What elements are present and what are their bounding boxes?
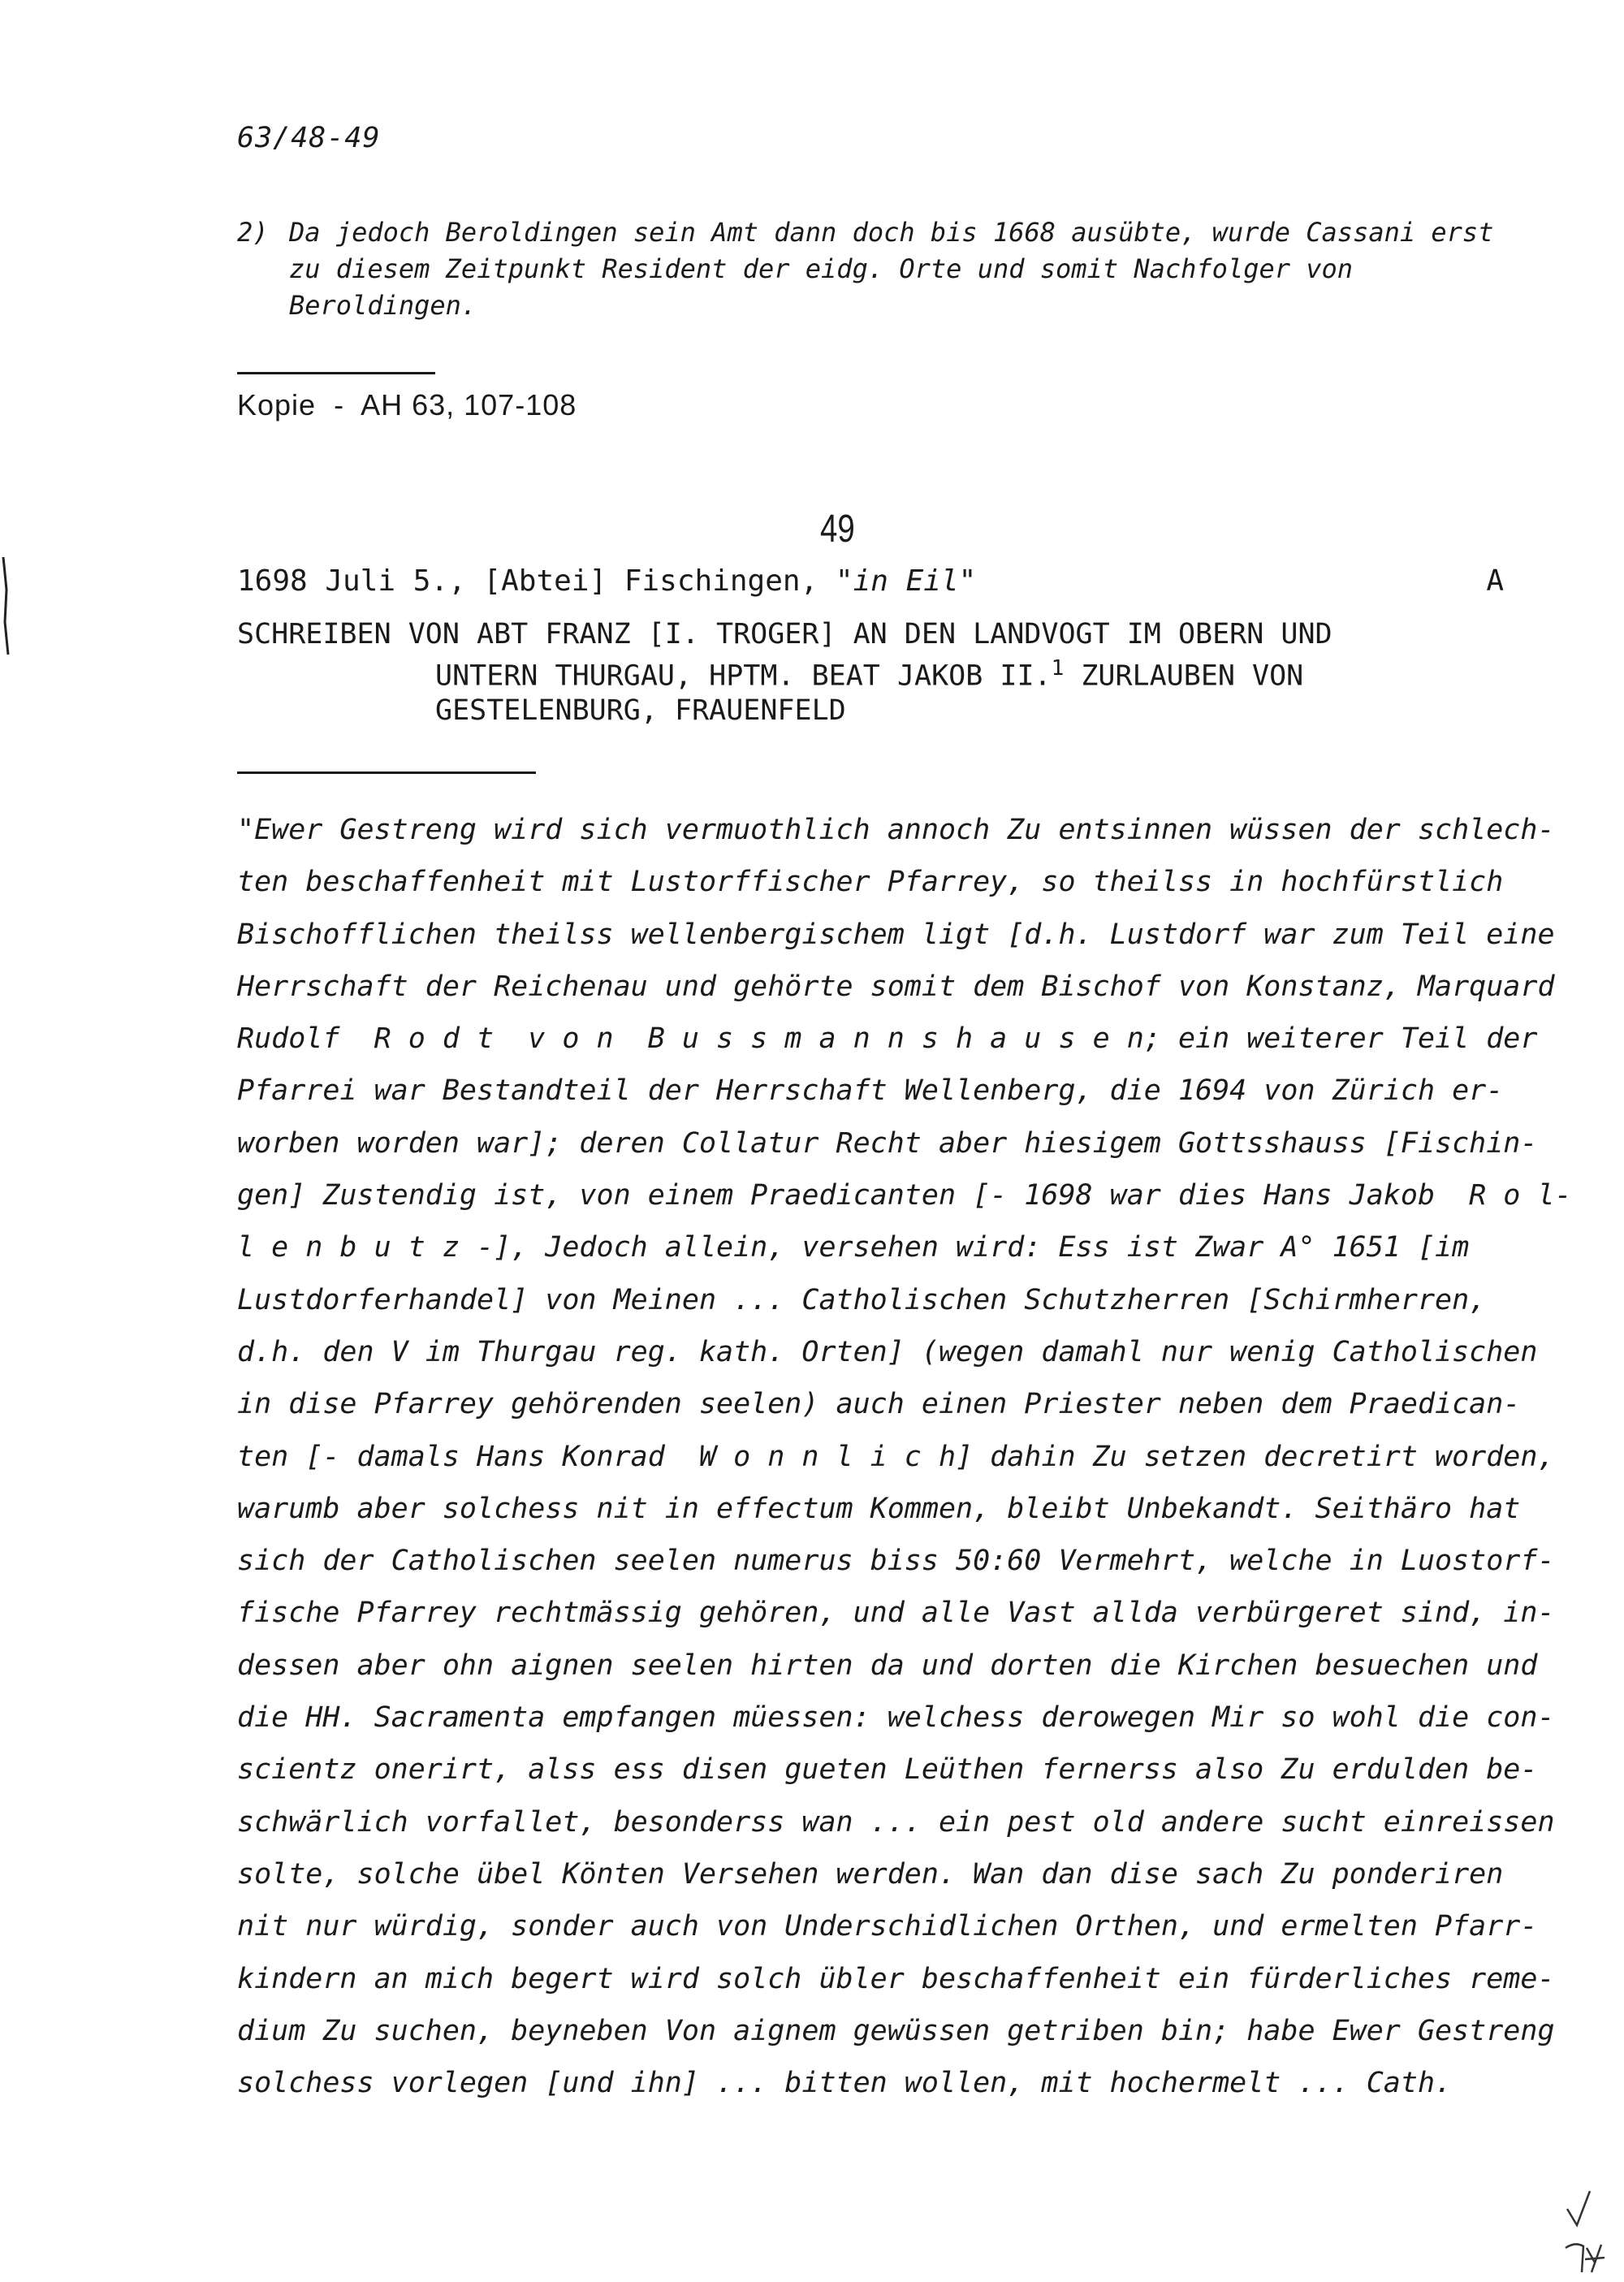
body-line: scientz onerirt, alss ess disen gueten Leüthen fernerss also Zu erdulden be-: [237, 1753, 1538, 1787]
footnote-number: 2): [237, 217, 269, 248]
body-line: Lustdorferhandel] von Meinen ... Catholischen Schutzherren [Schirmherren,: [237, 1283, 1487, 1316]
body-line: solchess vorlegen [und ihn] ... bitten wollen, mit hochermelt ... Cath.: [237, 2067, 1453, 2100]
body-line: Rudolf R o d t v o n B u s s m a n n s h a u s e n; ein weiterer Teil der: [237, 1022, 1538, 1056]
heading-separator-rule: [237, 771, 536, 774]
body-line: d.h. den V im Thurgau reg. kath. Orten] (wegen damahl nur wenig Catholischen: [237, 1335, 1538, 1368]
page-reference: 63/48-49: [237, 122, 381, 154]
body-line: in dise Pfarrey gehörenden seelen) auch einen Priester neben dem Praedican-: [237, 1388, 1521, 1421]
body-line: Herrschaft der Reichenau und gehörte somit dem Bischof von Konstanz, Marquard: [237, 970, 1555, 1003]
body-line: ten [- damals Hans Konrad W o n n l i c h] dahin Zu setzen decretirt worden,: [237, 1440, 1555, 1473]
body-line: solte, solche übel Könten Versehen werden. Wan dan dise sach Zu ponderiren: [237, 1857, 1504, 1891]
document-type-letter: A: [1486, 564, 1504, 598]
body-line: schwärlich vorfallet, besonderss wan ... ein pest old andere sucht einreissen: [237, 1805, 1555, 1839]
body-line: fische Pfarrey rechtmässig gehören, und alle Vast allda verbürgeret sind, in-: [237, 1597, 1555, 1630]
footnote-separator-rule: [237, 372, 435, 374]
body-line: ten beschaffenheit mit Lustorffischer Pfarrey, so theilss in hochfürstlich: [237, 866, 1504, 899]
regest-heading: [237, 617, 1520, 728]
body-line: Bischofflichen theilss wellenbergischem ligt [d.h. Lustdorf war zum Teil eine: [237, 918, 1555, 951]
regest-line-2-a: UNTERN THURGAU, HPTM. BEAT JAKOB II.: [435, 659, 1052, 693]
body-line: sich der Catholischen seelen numerus biss 50:60 Vermehrt, welche in Luostorf-: [237, 1545, 1555, 1578]
regest-line-2-b: ZURLAUBEN VON: [1064, 659, 1304, 693]
footnote-text: Da jedoch Beroldingen sein Amt dann doch bis 1668 ausübte, wurde Cassani erst zu diesem Zeitpunkt Resident der eidg. Orte und somit Nachfolger von Beroldingen.: [289, 217, 1494, 321]
date-place-line: [237, 564, 1504, 598]
body-line: worben worden war]; deren Collatur Recht aber hiesigem Gottsshauss [Fischin-: [237, 1126, 1538, 1160]
regest-footnote-ref: 1: [1051, 656, 1065, 681]
handwritten-check-mark: [1559, 2185, 1608, 2274]
body-line: die HH. Sacramenta empfangen müessen: welchess derowegen Mir so wohl die con-: [237, 1701, 1555, 1735]
regest-line-1: SCHREIBEN VON ABT FRANZ [I. TROGER] AN DEN LANDVOGT IM OBERN UND: [237, 618, 1332, 650]
body-line: gen] Zustendig ist, von einem Praedicanten [- 1698 war dies Hans Jakob R o l-: [237, 1179, 1572, 1212]
body-line: "Ewer Gestreng wird sich vermuothlich annoch Zu entsinnen wüssen der schlech-: [237, 814, 1555, 846]
body-line: dium Zu suchen, beyneben Von aignem gewüssen getriben bin; habe Ewer Gestreng: [237, 2014, 1555, 2047]
body-line: l e n b u t z -], Jedoch allein, versehen wird: Ess ist Zwar A° 1651 [im: [237, 1231, 1470, 1264]
place-quote: "in Eil": [835, 564, 977, 598]
body-line: kindern an mich begert wird solch übler beschaffenheit ein fürderliches reme-: [237, 1962, 1555, 1995]
source-reference: Kopie - AH 63, 107-108: [237, 388, 577, 421]
body-line: nit nur würdig, sonder auch von Underschidlichen Orthen, und ermelten Pfarr-: [237, 1910, 1538, 1943]
date-place-text: 1698 Juli 5., [Abtei] Fischingen,: [237, 564, 836, 598]
binding-edge-mark: [2, 557, 11, 655]
document-number: 49: [820, 508, 855, 551]
regest-line-3: GESTELENBURG, FRAUENFELD: [435, 694, 846, 727]
body-line: dessen aber ohn aignen seelen hirten da und dorten die Kirchen besuechen und: [237, 1649, 1538, 1682]
footnote-2: [237, 214, 1504, 324]
body-line: Pfarrei war Bestandteil der Herrschaft Wellenberg, die 1694 von Zürich er-: [237, 1074, 1504, 1108]
body-line: warumb aber solchess nit in effectum Kommen, bleibt Unbekandt. Seithäro hat: [237, 1492, 1521, 1525]
quote-body: [237, 804, 1572, 2109]
regest-line-2: [237, 651, 1520, 694]
